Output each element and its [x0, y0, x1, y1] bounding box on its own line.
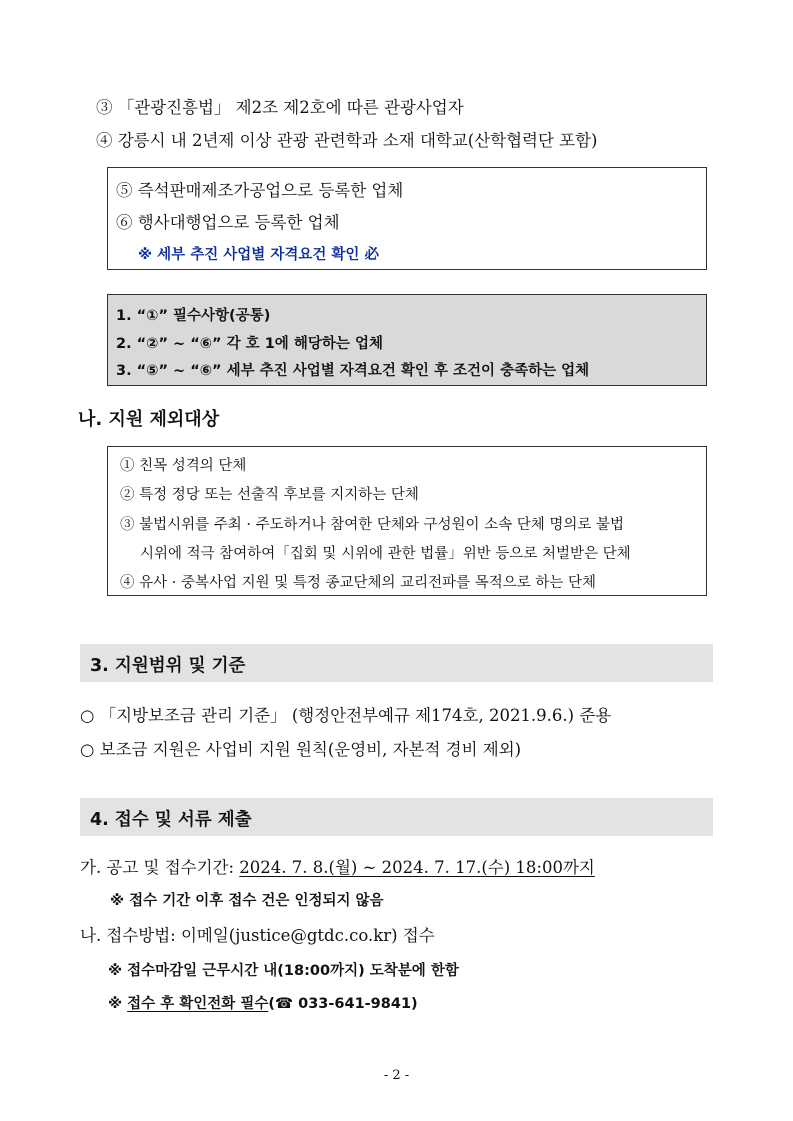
method-line: 나. 접수방법: 이메일(justice@gtdc.co.kr) 접수	[80, 926, 435, 945]
method-note-2	[108, 992, 418, 1013]
period-value: 2024. 7. 8.(월) ~ 2024. 7. 17.(수) 18:00까지	[239, 858, 595, 877]
eligible-box	[107, 167, 707, 270]
section3-heading-bar	[80, 644, 713, 682]
criteria-item-2: 2. “②” ~ “⑥” 각 호 1에 해당하는 업체	[116, 336, 383, 352]
period-note: ※ 접수 기간 이후 접수 건은 인정되지 않음	[110, 893, 384, 909]
exclusion-box	[107, 446, 707, 596]
exclusion-item-3-cont: 시위에 적극 참여하여「집회 및 시위에 관한 법률」위반 등으로 처벌받은 단체	[140, 546, 631, 562]
method-note-2-suffix: (☎ 033-641-9841)	[268, 996, 418, 1012]
section4-heading-bar	[80, 798, 713, 836]
exclusion-item-4: ④ 유사 · 중복사업 지원 및 특정 종교단체의 교리전파를 목적으로 하는 단체	[120, 575, 597, 591]
criteria-item-1: 1. “①” 필수사항(공통)	[116, 308, 271, 324]
period-line	[80, 854, 595, 878]
eligible-item-3: ③ 「관광진흥법」 제2조 제2호에 따른 관광사업자	[96, 98, 464, 117]
criteria-box	[107, 294, 707, 386]
criteria-item-3: 3. “⑤” ~ “⑥” 세부 추진 사업별 자격요건 확인 후 조건이 충족하는 업체	[116, 363, 590, 379]
eligible-note: ※ 세부 추진 사업별 자격요건 확인 必	[138, 247, 379, 263]
section3-heading: 3. 지원범위 및 기준	[90, 656, 246, 676]
page-number: - 2 -	[383, 1068, 410, 1083]
exclusion-item-3: ③ 불법시위를 주최 · 주도하거나 참여한 단체와 구성원이 소속 단체 명의로 불법	[120, 517, 625, 533]
method-note-2-underlined: 접수 후 확인전화 필수	[127, 996, 269, 1012]
eligible-item-5: ⑤ 즉석판매제조가공업으로 등록한 업체	[116, 181, 404, 200]
eligible-item-6: ⑥ 행사대행업으로 등록한 업체	[116, 213, 340, 232]
section3-item-1: ○ 「지방보조금 관리 기준」 (행정안전부예규 제174호, 2021.9.6.) 준용	[80, 706, 612, 725]
eligible-item-4: ④ 강릉시 내 2년제 이상 관광 관련학과 소재 대학교(산학협력단 포함)	[96, 131, 598, 150]
exclusion-item-2: ② 특정 정당 또는 선출직 후보를 지지하는 단체	[120, 487, 419, 503]
period-label: 가. 공고 및 접수기간:	[80, 858, 240, 877]
exclusion-item-1: ① 친목 성격의 단체	[120, 458, 247, 474]
exclusion-heading: 나. 지원 제외대상	[78, 409, 220, 430]
section3-item-2: ○ 보조금 지원은 사업비 지원 원칙(운영비, 자본적 경비 제외)	[80, 740, 522, 759]
section4-heading: 4. 접수 및 서류 제출	[90, 810, 252, 830]
method-note-2-prefix: ※	[108, 996, 128, 1012]
method-note-1: ※ 접수마감일 근무시간 내(18:00까지) 도착분에 한함	[108, 963, 459, 979]
